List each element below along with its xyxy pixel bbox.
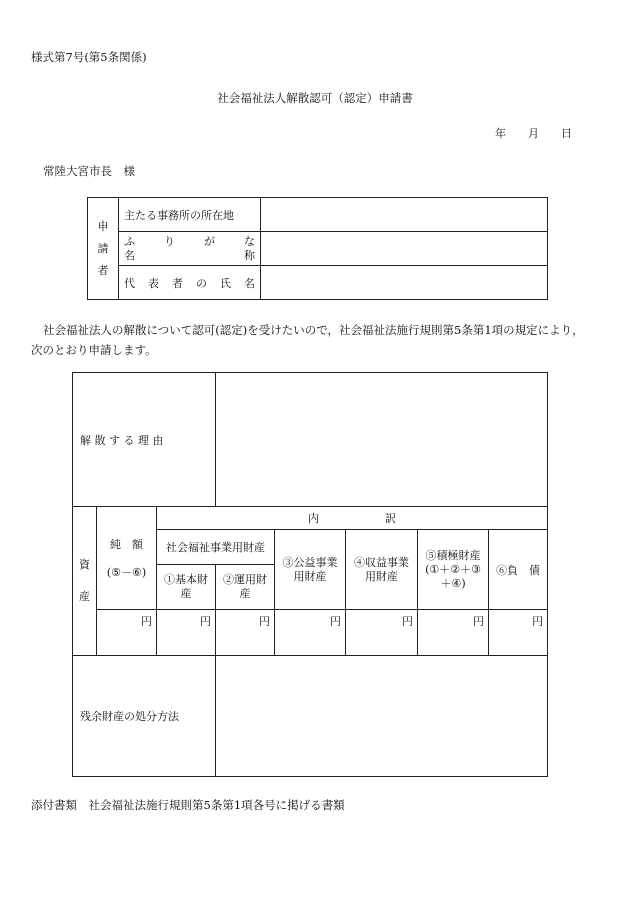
yen-unit: 円 [259,615,271,628]
representative-name-field[interactable] [261,266,548,300]
profit-property-header: ④収益事業用財産 [346,530,418,610]
net-amount-field[interactable] [97,610,157,656]
document-title: 社会福祉法人解散認可（認定）申請書 [217,91,413,105]
rep-char: の [196,276,207,290]
name-char: 称 [244,248,255,262]
corporation-name-field[interactable] [261,232,548,266]
positive-assets-label: ⑤積極財産 [425,548,481,562]
rep-char: 代 [124,276,135,290]
date-month: 月 [528,127,539,140]
dissolution-reason-field[interactable] [216,373,548,507]
furigana-char: り [164,234,175,248]
residual-property-field[interactable] [216,656,548,777]
liabilities-header: ⑥負 債 [489,530,548,610]
rep-char: 名 [244,276,255,290]
application-statement: 社会福祉法人の解散について認可(認定)を受けたいので，社会福祉法施行規則第5条第1項の規定により，次のとおり申請します。 [31,323,584,357]
public-property-header: ③公益事業用財産 [275,530,346,610]
date-day: 日 [561,127,572,140]
yen-unit: 円 [200,615,212,628]
applicant-char: 者 [97,263,109,277]
applicant-char: 請 [97,241,109,255]
representative-label [119,266,261,300]
dissolution-table [72,372,548,777]
assets-char: 産 [79,590,90,603]
attachments-note: 添付書類 社会福祉法施行規則第5条第1項各号に掲げる書類 [31,798,345,812]
rep-char: 者 [172,276,183,290]
profit-property-field[interactable] [346,610,418,656]
form-number: 様式第7号(第5条関係) [31,50,147,64]
operating-property-field[interactable] [216,610,275,656]
positive-assets-header [418,530,489,610]
rep-char: 表 [148,276,159,290]
positive-assets-formula: (①＋②＋③＋④) [425,562,481,590]
dissolution-reason-label: 解 散 す る 理 由 [73,373,216,507]
yen-unit: 円 [402,615,414,628]
rep-char: 氏 [220,276,231,290]
operating-property-header: ②運用財産 [216,565,275,610]
yen-unit: 円 [141,615,152,628]
furigana-char: な [244,234,255,248]
date-year: 年 [495,127,506,140]
name-label [119,232,261,266]
basic-property-header: ①基本財産 [157,565,216,610]
public-property-field[interactable] [275,610,346,656]
office-address-label: 主たる事務所の所在地 [119,198,261,232]
yen-unit: 円 [532,615,544,628]
positive-assets-field[interactable] [418,610,489,656]
date-line [495,125,572,141]
liabilities-field[interactable] [489,610,548,656]
basic-property-field[interactable] [157,610,216,656]
net-amount-header [97,507,157,610]
welfare-property-header: 社会福祉事業用財産 [157,530,275,565]
applicant-table [87,197,548,300]
assets-char: 資 [79,558,90,571]
net-amount-formula: (⑤－⑥) [106,566,147,579]
residual-property-label: 残余財産の処分方法 [73,656,216,777]
yen-unit: 円 [330,615,342,628]
applicant-side-label [88,198,119,300]
furigana-char: が [204,234,215,248]
applicant-char: 申 [97,219,109,233]
yen-unit: 円 [473,615,485,628]
assets-label [73,507,97,656]
furigana-char: ふ [124,234,135,248]
breakdown-header: 内 訳 [157,507,548,530]
addressee: 常陸大宮市長 様 [43,164,135,178]
name-char: 名 [124,248,135,262]
net-amount-label: 純 額 [110,538,143,551]
office-address-field[interactable] [261,198,548,232]
